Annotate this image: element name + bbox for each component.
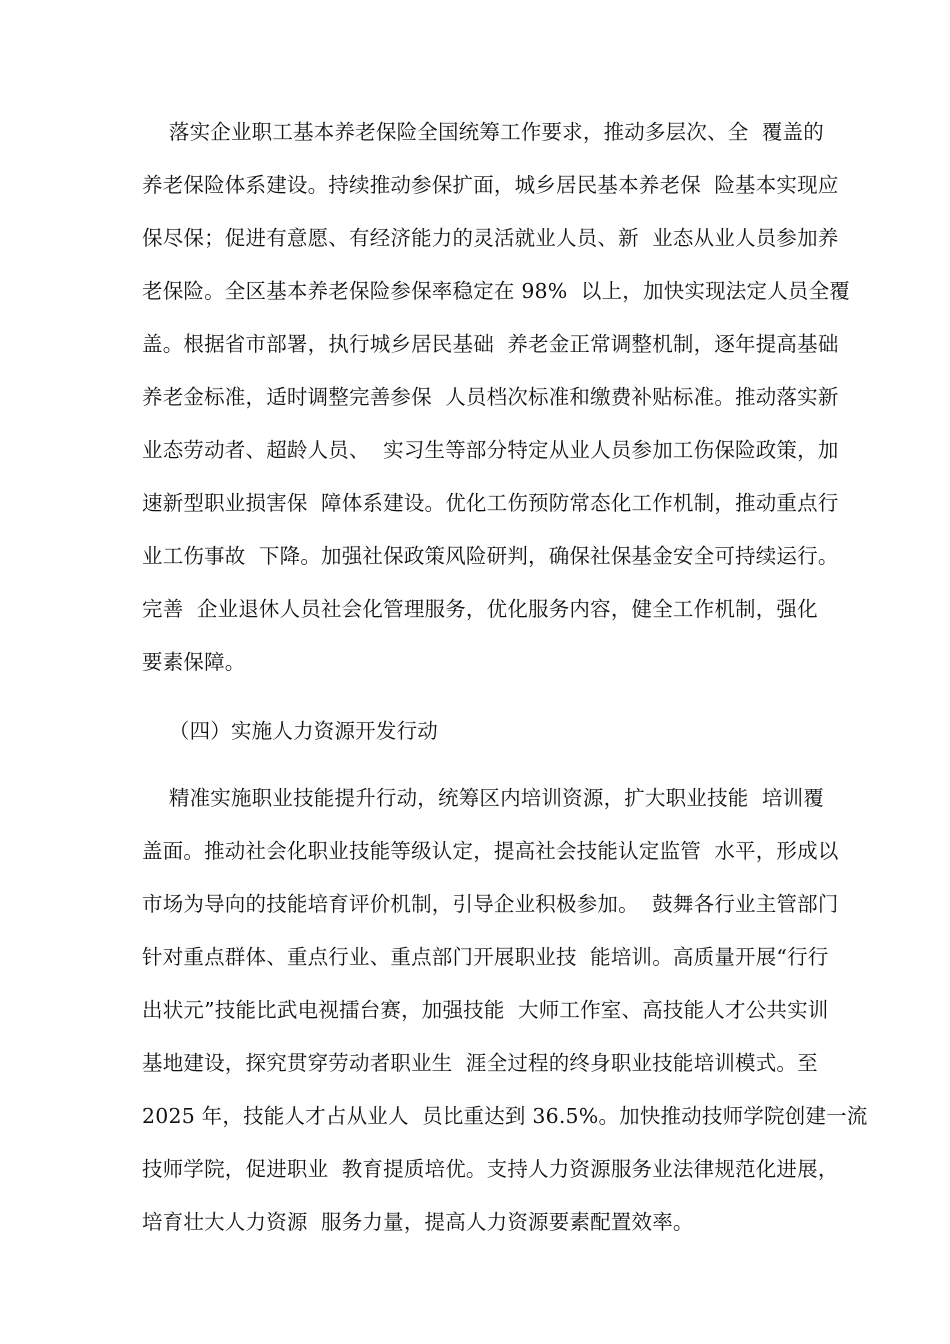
paragraph-1-line-5: 盖。根据省市部署，执行城乡居民基础 养老金正常调整机制，逐年提高基础: [142, 332, 839, 356]
paragraph-1-line-2: 养老保险体系建设。持续推动参保扩面，城乡居民基本养老保 险基本实现应: [142, 173, 839, 197]
paragraph-1-line-3: 保尽保；促进有意愿、有经济能力的灵活就业人员、新 业态从业人员参加养: [142, 226, 839, 250]
paragraph-2-line-6: 基地建设，探究贯穿劳动者职业生 涯全过程的终身职业技能培训模式。至: [142, 1051, 818, 1075]
paragraph-1-line-6: 养老金标准，适时调整完善参保 人员档次标准和缴费补贴标准。推动落实新: [142, 385, 839, 409]
paragraph-2-line-5: 出状元”技能比武电视擂台赛，加强技能 大师工作室、高技能人才公共实训: [142, 998, 829, 1022]
paragraph-1-line-7: 业态劳动者、超龄人员、 实习生等部分特定从业人员参加工伤保险政策，加: [142, 438, 839, 462]
paragraph-2-line-1: 精准实施职业技能提升行动，统筹区内培训资源，扩大职业技能 培训覆: [142, 786, 824, 810]
paragraph-2-line-4: 针对重点群体、重点行业、重点部门开展职业技 能培训。高质量开展“行行: [142, 945, 829, 969]
paragraph-1-line-11: 要素保障。: [142, 650, 246, 674]
paragraph-2-line-2: 盖面。推动社会化职业技能等级认定，提高社会技能认定监管 水平，形成以: [142, 839, 839, 863]
paragraph-1-line-8: 速新型职业损害保 障体系建设。优化工伤预防常态化工作机制，推动重点行: [142, 491, 839, 515]
paragraph-2-line-8: 技师学院，促进职业 教育提质培优。支持人力资源服务业法律规范化进展，: [142, 1157, 839, 1181]
paragraph-1-line-4: 老保险。全区基本养老保险参保率稳定在 98% 以上，加快实现法定人员全覆: [142, 279, 851, 303]
paragraph-1-line-9: 业工伤事故 下降。加强社保政策风险研判，确保社保基金安全可持续运行。: [142, 544, 839, 568]
paragraph-1-line-1: 落实企业职工基本养老保险全国统筹工作要求，推动多层次、全 覆盖的: [142, 120, 824, 144]
paragraph-2-line-3: 市场为导向的技能培育评价机制，引导企业积极参加。 鼓舞各行业主管部门: [142, 892, 839, 916]
paragraph-1-line-10: 完善 企业退休人员社会化管理服务，优化服务内容，健全工作机制，强化: [142, 597, 818, 621]
paragraph-2-line-7: 2025 年，技能人才占从业人 员比重达到 36.5%。加快推动技师学院创建一流: [142, 1104, 868, 1128]
paragraph-2-line-9: 培育壮大人力资源 服务力量，提高人力资源要素配置效率。: [142, 1210, 694, 1234]
section-heading: （四）实施人力资源开发行动: [142, 719, 438, 743]
